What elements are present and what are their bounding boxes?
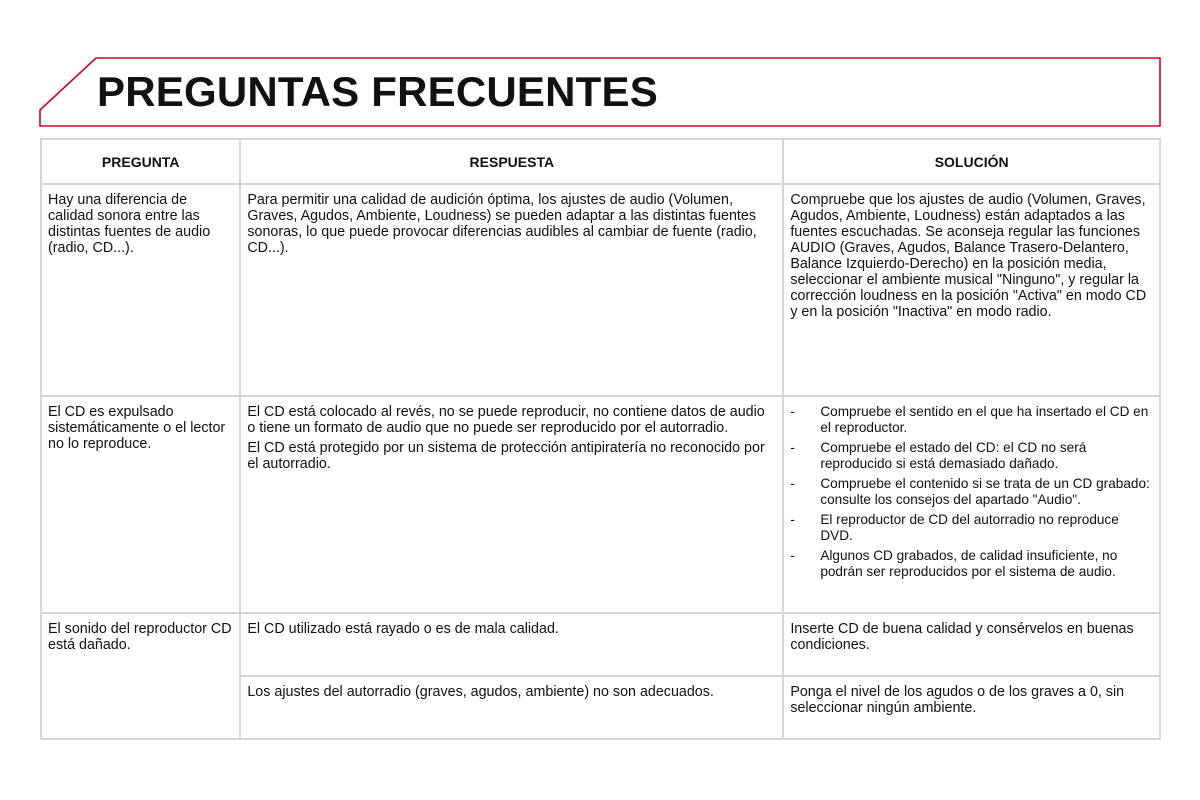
cell-solucion: Ponga el nivel de los agudos o de los graves a 0, sin seleccionar ningún ambiente.: [783, 676, 1160, 739]
cell-pregunta: Hay una diferencia de calidad sonora entre las distintas fuentes de audio (radio, CD...).: [41, 184, 240, 396]
respuesta-paragraph: El CD está colocado al revés, no se puede reproducir, no contiene datos de audio o tiene un formato de audio que no puede ser reproducido por el autorradio.: [247, 404, 765, 436]
respuesta-paragraph: El CD utilizado está rayado o es de mala calidad.: [247, 621, 559, 637]
table-header-row: [41, 139, 1160, 184]
respuesta-paragraph: El CD está protegido por un sistema de protección antipiratería no reconocido por el autorradio.: [247, 440, 765, 472]
list-dash: -: [790, 440, 795, 455]
list-item-text: Compruebe el sentido en el que ha insertado el CD en el reproductor.: [820, 404, 1149, 435]
list-item: [790, 476, 1153, 508]
list-dash: -: [790, 404, 795, 419]
list-dash: -: [790, 512, 795, 527]
cell-solucion: Inserte CD de buena calidad y consérvelos en buenas condiciones.: [783, 613, 1160, 676]
list-item: [790, 404, 1153, 436]
list-item-text: Compruebe el contenido si se trata de un CD grabado: consulte los consejos del apartado "Audio".: [820, 476, 1150, 507]
respuesta-paragraph: Los ajustes del autorradio (graves, agudos, ambiente) no son adecuados.: [247, 684, 714, 700]
cell-pregunta: El CD es expulsado sistemáticamente o el lector no lo reproduce.: [41, 396, 240, 613]
cell-respuesta: [240, 676, 783, 739]
table-row: [41, 613, 1160, 676]
header-pregunta: PREGUNTA: [41, 139, 240, 184]
cell-respuesta: [240, 613, 783, 676]
header-solucion: SOLUCIÓN: [783, 139, 1160, 184]
list-dash: -: [790, 476, 795, 491]
table-row: [41, 184, 1160, 396]
respuesta-paragraph: Para permitir una calidad de audición óptima, los ajustes de audio (Volumen, Graves, Agudos, Ambiente, Loudness) se pueden adaptar a las distintas fuentes sonoras, lo que puede provocar diferencias audibles al cambiar de fuente (radio, CD...).: [247, 192, 757, 256]
table-row: [41, 396, 1160, 613]
header-respuesta: RESPUESTA: [240, 139, 783, 184]
list-item: [790, 512, 1153, 544]
cell-solucion: Compruebe que los ajustes de audio (Volumen, Graves, Agudos, Ambiente, Loudness) están adaptados a las fuentes escuchadas. Se aconseja regular las funciones AUDIO (Graves, Agudos, Balance Trasero-Delantero, Balance Izquierdo-Derecho) en la posición media, seleccionar el ambiente musical "Ninguno", y regular la corrección loudness en la posición "Activa" en modo CD y en la posición "Inactiva" en modo radio.: [783, 184, 1160, 396]
list-item-text: El reproductor de CD del autorradio no reproduce DVD.: [820, 512, 1119, 543]
cell-pregunta: El sonido del reproductor CD está dañado.: [41, 613, 240, 739]
list-item-text: Compruebe el estado del CD: el CD no será reproducido si está demasiado dañado.: [820, 440, 1087, 471]
cell-respuesta: [240, 396, 783, 613]
solucion-list: [790, 404, 1153, 580]
list-dash: -: [790, 548, 795, 563]
faq-table: [40, 138, 1161, 740]
cell-solucion: [783, 396, 1160, 613]
list-item-text: Algunos CD grabados, de calidad insuficiente, no podrán ser reproducidos por el sistema de audio.: [820, 548, 1118, 579]
cell-respuesta: [240, 184, 783, 396]
list-item: [790, 440, 1153, 472]
list-item: [790, 548, 1153, 580]
page-title: PREGUNTAS FRECUENTES: [97, 68, 658, 115]
